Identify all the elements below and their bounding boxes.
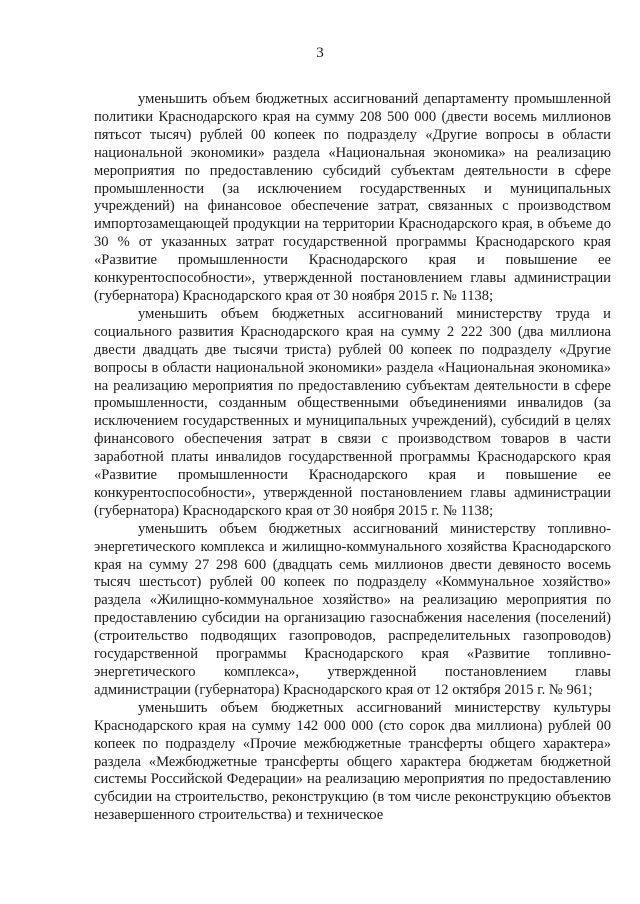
paragraph-labor-social: уменьшить объем бюджетных ассигнований министерству труда и социального развития Краснодарского края на сумму 2 222 300 (два миллиона двести двадцать две тысячи триста) рублей 00 копеек по подразделу «Другие вопросы в области национальной экономики» раздела «Национальная экономика» на реализацию мероприятия по предоставлению субъектам деятельности в сфере промышленности, созданным общественными объединениями инвалидов (за исключением государственных и муниципальных учреждений), субсидий в целях финансового обеспечения затрат в связи с производством товаров в части заработной платы инвалидов государственной программы Краснодарского края «Развитие промышленности Краснодарского края и повышение ее конкурентоспособности», утвержденной постановлением главы администрации (губернатора) Краснодарского края от 30 ноября 2015 г. № 1138; — [94, 305, 611, 519]
paragraph-industry-policy: уменьшить объем бюджетных ассигнований департаменту промышленной политики Краснодарского края на сумму 208 500 000 (двести восемь миллионов пятьсот тысяч) рублей 00 копеек по подразделу «Другие вопросы в области национальной экономики» раздела «Национальная экономика» на реализацию мероприятия по предоставлению субсидий субъектам деятельности в сфере промышленности (за исключением государственных и муниципальных учреждений) на финансовое обеспечение затрат, связанных с производством импортозамещающей продукции на территории Краснодарского края, в объеме до 30 % от указанных затрат государственной программы Краснодарского края «Развитие промышленности Краснодарского края и повышение ее конкурентоспособности», утвержденной постановлением главы администрации (губернатора) Краснодарского края от 30 ноября 2015 г. № 1138; — [94, 91, 611, 304]
paragraph-fuel-energy: уменьшить объем бюджетных ассигнований министерству топливно-энергетического комплекса и жилищно-коммунального хозяйства Краснодарского края на сумму 27 298 600 (двадцать семь миллионов двести девяносто восемь тысяч шестьсот) рублей 00 копеек по подразделу «Коммунальное хозяйство» раздела «Жилищно-коммунальное хозяйство» на реализацию мероприятия по предоставлению субсидии на организацию газоснабжения населения (поселений) (строительство подводящих газопроводов, распределительных газопроводов) государственной программы Краснодарского края «Развитие топливно-энергетического комплекса», утвержденной постановлением главы администрации (губернатора) Краснодарского края от 12 октября 2015 г. № 961; — [94, 520, 611, 698]
paragraph-culture: уменьшить объем бюджетных ассигнований министерству культуры Краснодарского края на сумму 142 000 000 (сто сорок два миллиона) рублей 00 копеек по подразделу «Прочие межбюджетные трансферты общего характера» раздела «Межбюджетные трансферты общего характера бюджетам бюджетной системы Российской Федерации» на реализацию мероприятия по предоставлению субсидии на строительство, реконструкцию (в том числе реконструкцию объектов незавершенного строительства) и техническое — [94, 699, 611, 824]
page-number: 3 — [316, 45, 324, 61]
document-body — [94, 91, 611, 825]
